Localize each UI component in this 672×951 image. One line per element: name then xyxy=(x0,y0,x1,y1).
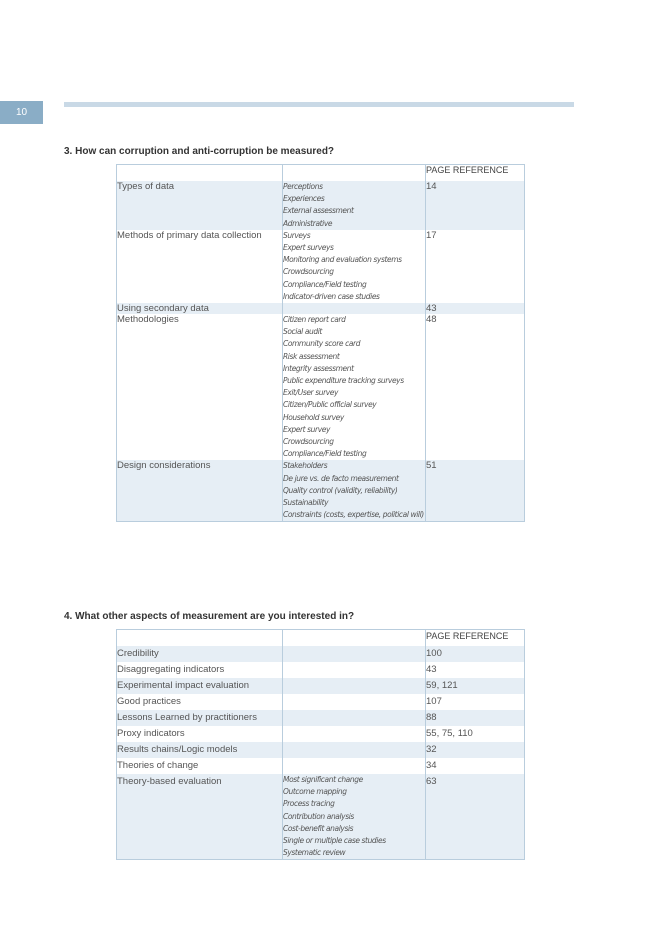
subtopic-item: Expert survey xyxy=(283,424,330,434)
subtopic-item: Expert surveys xyxy=(283,243,334,253)
topic-cell: Credibility xyxy=(117,646,283,662)
header-empty-cell xyxy=(117,630,283,647)
subtopic-item: Community score card xyxy=(283,339,361,349)
subtopics-cell xyxy=(283,314,426,460)
section-4-table xyxy=(116,629,525,860)
page-reference-cell: 63 xyxy=(426,774,525,860)
table-header-row xyxy=(117,630,525,647)
subtopic-item: Constraints (costs, expertise, political will) xyxy=(283,510,424,520)
page-reference-cell: 100 xyxy=(426,646,525,662)
topic-cell: Design considerations xyxy=(117,460,283,522)
subtopics-cell xyxy=(283,230,426,303)
subtopic-item: Crowdsourcing xyxy=(283,267,334,277)
topic-cell: Using secondary data xyxy=(117,303,283,314)
page-reference-cell: 48 xyxy=(426,314,525,460)
table-row xyxy=(117,230,525,303)
page-reference-cell: 107 xyxy=(426,694,525,710)
topic-cell: Theories of change xyxy=(117,760,199,771)
topic-cell: Methodologies xyxy=(117,314,179,326)
subtopic-item: Single or multiple case studies xyxy=(283,836,386,846)
subtopic-item: De jure vs. de facto measurement xyxy=(283,473,399,483)
subtopics-cell xyxy=(283,662,426,678)
section-4-heading: 4. What other aspects of measurement are you interested in? xyxy=(64,611,355,622)
page-reference-cell: 43 xyxy=(426,662,525,678)
subtopic-item: External assessment xyxy=(283,206,354,216)
subtopics-cell xyxy=(283,774,426,860)
page-reference-header: PAGE REFERENCE xyxy=(426,165,525,182)
page-reference-cell: 17 xyxy=(426,230,525,303)
topic-cell: Disaggregating indicators xyxy=(117,664,225,675)
subtopics-cell xyxy=(283,678,426,694)
subtopic-item: Social audit xyxy=(283,327,322,337)
subtopic-item: Cost-benefit analysis xyxy=(283,823,354,833)
table-row xyxy=(117,694,525,710)
subtopic-item: Crowdsourcing xyxy=(283,437,334,447)
table-row xyxy=(117,181,525,230)
subtopic-item: Indicator-driven case studies xyxy=(283,291,380,301)
subtopic-item: Outcome mapping xyxy=(283,787,347,797)
header-empty-cell xyxy=(283,165,426,182)
subtopic-item: Citizen report card xyxy=(283,315,346,325)
page-reference-cell: 88 xyxy=(426,710,525,726)
subtopic-item: Compliance/Field testing xyxy=(283,449,367,459)
topic-cell: Methods of primary data collection xyxy=(117,229,262,241)
subtopic-item: Process tracing xyxy=(283,799,335,809)
topic-cell: Types of data xyxy=(117,181,283,230)
table-row xyxy=(117,646,525,662)
subtopic-item: Quality control (validity, reliability) xyxy=(283,485,398,495)
table-row xyxy=(117,758,525,774)
topic-cell: Theory-based evaluation xyxy=(117,774,283,860)
subtopic-item: Risk assessment xyxy=(283,351,340,361)
subtopic-item: Surveys xyxy=(283,230,311,240)
page-reference-cell: 32 xyxy=(426,742,525,758)
table-row xyxy=(117,460,525,522)
subtopic-item: Sustainability xyxy=(283,498,329,508)
section-3-heading: 3. How can corruption and anti-corruption be measured? xyxy=(64,146,335,157)
topic-cell: Results chains/Logic models xyxy=(117,742,283,758)
subtopic-item: Most significant change xyxy=(283,775,363,784)
page-reference-header: PAGE REFERENCE xyxy=(426,630,525,647)
subtopic-item: Stakeholders xyxy=(283,461,328,471)
table-row xyxy=(117,314,525,460)
page-reference-cell: 55, 75, 110 xyxy=(426,726,525,742)
subtopic-item: Contribution analysis xyxy=(283,811,354,821)
topic-cell: Good practices xyxy=(117,696,181,707)
topic-cell: Proxy indicators xyxy=(117,728,185,739)
page-reference-cell: 59, 121 xyxy=(426,678,525,694)
subtopic-item: Systematic review xyxy=(283,848,346,858)
subtopic-item: Exit/User survey xyxy=(283,388,339,398)
table-row xyxy=(117,710,525,726)
subtopic-item: Citizen/Public official survey xyxy=(283,400,377,410)
table-row xyxy=(117,678,525,694)
subtopic-item: Compliance/Field testing xyxy=(283,279,367,289)
subtopics-cell xyxy=(283,758,426,774)
subtopic-item: Monitoring and evaluation systems xyxy=(283,255,402,265)
subtopics-cell xyxy=(283,742,426,758)
page-number-badge: 10 xyxy=(0,101,43,124)
subtopics-cell xyxy=(283,710,426,726)
subtopics-cell xyxy=(283,303,426,314)
subtopics-cell xyxy=(283,646,426,662)
subtopics-cell xyxy=(283,694,426,710)
subtopic-item: Administrative xyxy=(283,218,333,228)
table-header-row xyxy=(117,165,525,182)
page-reference-cell: 34 xyxy=(426,758,525,774)
table-row xyxy=(117,303,525,314)
header-rule xyxy=(64,102,574,107)
subtopics-cell xyxy=(283,726,426,742)
subtopic-item: Household survey xyxy=(283,412,344,422)
table-row xyxy=(117,742,525,758)
section-3-table xyxy=(116,164,525,522)
subtopics-cell xyxy=(283,181,426,230)
header-empty-cell xyxy=(283,630,426,647)
subtopic-item: Integrity assessment xyxy=(283,363,354,373)
table-row xyxy=(117,774,525,860)
subtopics-cell xyxy=(283,460,426,522)
header-empty-cell xyxy=(117,165,283,182)
subtopic-item: Perceptions xyxy=(283,182,323,191)
table-row xyxy=(117,726,525,742)
page-reference-cell: 43 xyxy=(426,303,525,314)
subtopic-item: Public expenditure tracking surveys xyxy=(283,376,404,386)
page-reference-cell: 51 xyxy=(426,460,525,522)
topic-cell: Experimental impact evaluation xyxy=(117,678,283,694)
topic-cell: Lessons Learned by practitioners xyxy=(117,710,283,726)
table-row xyxy=(117,662,525,678)
subtopic-item: Experiences xyxy=(283,194,325,204)
page-reference-cell: 14 xyxy=(426,181,525,230)
